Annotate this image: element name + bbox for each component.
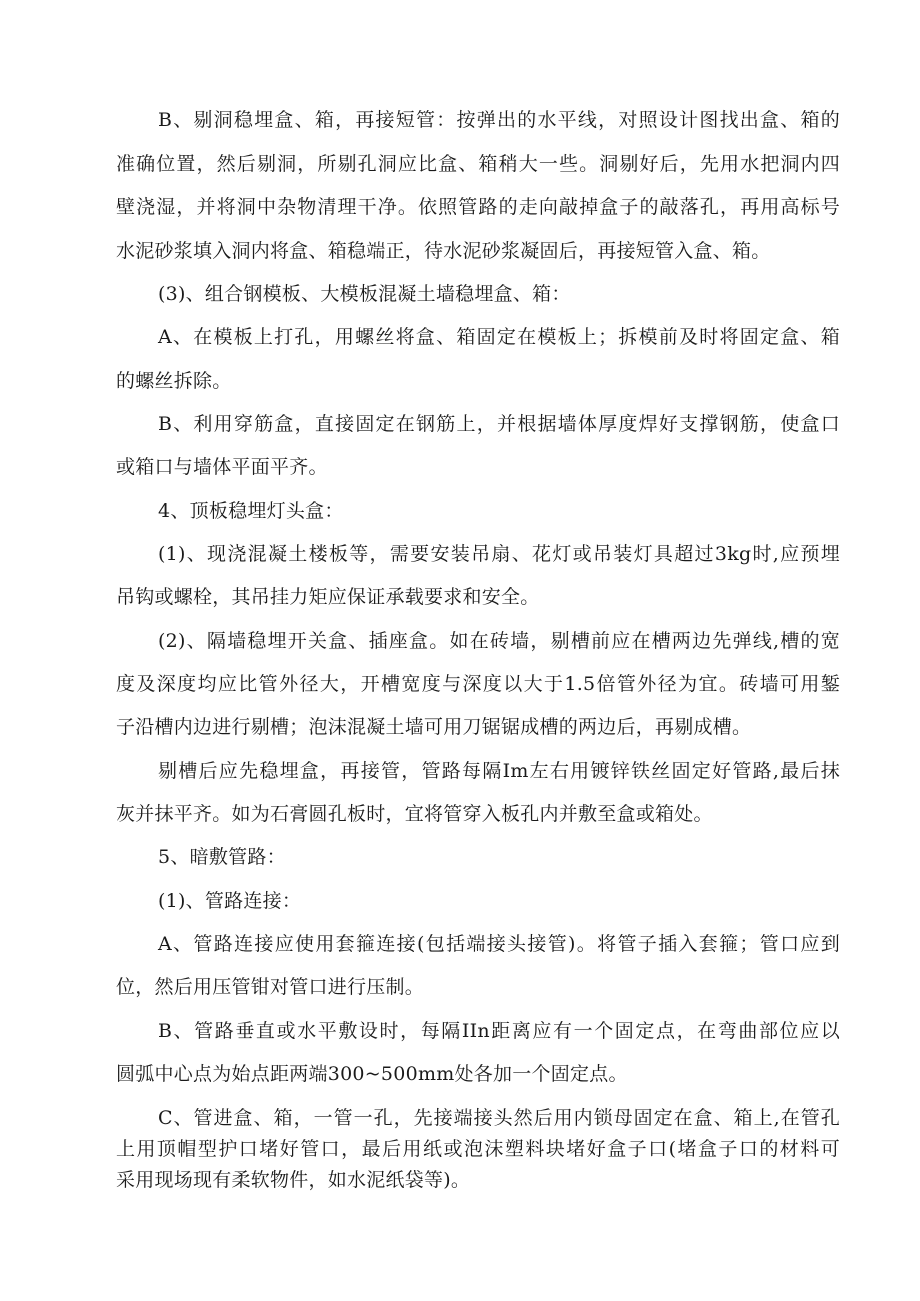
- text-line: 灰并抹平齐。如为石膏圆孔板时，宜将管穿入板孔内并敷至盒或箱处。: [116, 803, 713, 825]
- text-line: 的螺丝拆除。: [116, 370, 232, 392]
- text-line: 采用现场现有柔软物件，如水泥纸袋等)。: [116, 1169, 471, 1191]
- text-line: A、管路连接应使用套箍连接(包括端接头接管)。将管子插入套箍；管口应到: [158, 933, 840, 955]
- text-line: C、管进盒、箱，一管一孔，先接端接头然后用内锁母固定在盒、箱上,在管孔: [158, 1107, 840, 1129]
- text-line: (1)、现浇混凝土楼板等，需要安装吊扇、花灯或吊装灯具超过3kg时,应预埋: [158, 543, 840, 565]
- text-line: 子沿槽内边进行剔槽；泡沫混凝土墙可用刀锯锯成槽的两边后，再剔成槽。: [116, 716, 752, 738]
- section-heading: (3)、组合钢模板、大模板混凝土墙稳埋盒、箱：: [158, 283, 571, 305]
- text-line: 壁浇湿，并将洞中杂物清理干净。依照管路的走向敲掉盒子的敲落孔，再用高标号: [116, 196, 840, 218]
- text-line: (2)、隔墙稳埋开关盒、插座盒。如在砖墙，剔槽前应在槽两边先弹线,槽的宽: [158, 630, 840, 652]
- text-line: 吊钩或螺栓，其吊挂力矩应保证承载要求和安全。: [116, 586, 540, 608]
- text-line: 度及深度均应比管外径大，开槽宽度与深度以大于1.5倍管外径为宜。砖墙可用錾: [116, 673, 840, 695]
- text-line: 或箱口与墙体平面平齐。: [116, 456, 328, 478]
- text-line: A、在模板上打孔，用螺丝将盒、箱固定在模板上；拆模前及时将固定盒、箱: [158, 326, 840, 348]
- text-line: 准确位置，然后剔洞，所剔孔洞应比盒、箱稍大一些。洞剔好后，先用水把洞内四: [116, 153, 840, 175]
- text-line: 圆弧中心点为始点距两端300~500mm处各加一个固定点。: [116, 1063, 628, 1085]
- text-line: 位，然后用压管钳对管口进行压制。: [116, 976, 425, 998]
- text-line: B、利用穿筋盒，直接固定在钢筋上，并根据墙体厚度焊好支撑钢筋，使盒口: [158, 413, 840, 435]
- section-heading: 5、暗敷管路：: [158, 846, 286, 868]
- text-line: B、管路垂直或水平敷设时，每隔IIn距离应有一个固定点，在弯曲部位应以: [158, 1020, 840, 1042]
- section-heading: (1)、管路连接：: [158, 890, 302, 912]
- text-line: 剔槽后应先稳埋盒，再接管，管路每隔Im左右用镀锌铁丝固定好管路,最后抹: [158, 760, 840, 782]
- text-line: 上用顶帽型护口堵好管口，最后用纸或泡沫塑料块堵好盒子口(堵盒子口的材料可: [116, 1138, 840, 1160]
- text-line: B、剔洞稳埋盒、箱，再接短管：按弹出的水平线，对照设计图找出盒、箱的: [158, 109, 840, 131]
- section-heading: 4、顶板稳埋灯头盒：: [158, 500, 344, 522]
- text-line: 水泥砂浆填入洞内将盒、箱稳端正，待水泥砂浆凝固后，再接短管入盒、箱。: [116, 240, 771, 262]
